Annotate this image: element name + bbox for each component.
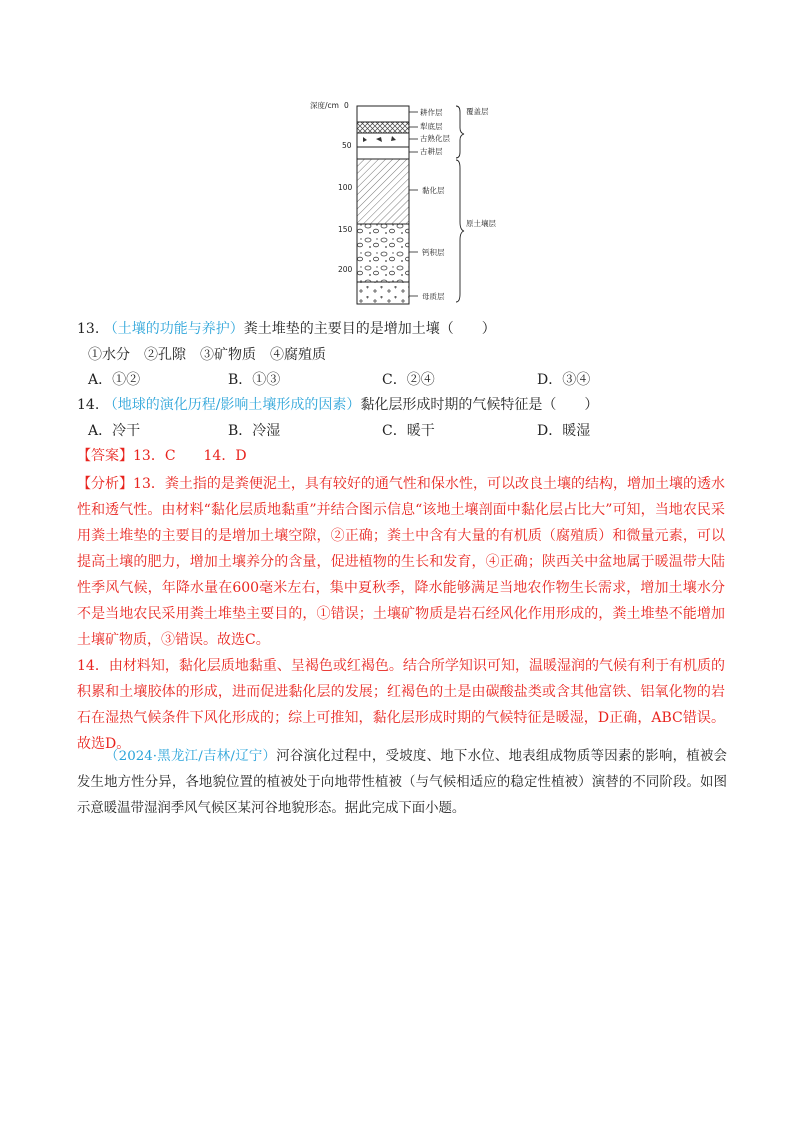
soil-column <box>357 106 409 304</box>
topic-tag: （地球的演化历程/影响土壤形成的因素） <box>103 397 361 413</box>
layer-label: 母质层 <box>422 292 445 301</box>
question-number: 13. <box>77 321 100 337</box>
option-a[interactable]: A．冷干 <box>88 423 141 439</box>
tick-50: 50 <box>342 141 352 150</box>
option-b[interactable]: B．①③ <box>228 372 281 388</box>
topic-tag: （土壤的功能与养护） <box>103 321 244 337</box>
analysis-text-14: 14．由材料知，黏化层质地黏重、呈褐色或红褐色。结合所学知识可知，温暖湿润的气候有利于有机质的积累和土壤胶体的形成，进而促进黏化层的发展；红褐色的土是由碳酸盐类或含其他富铁、铝氧化物的岩石在湿热气候条件下风化形成的；综上可推知，黏化层形成时期的气候特征是暖湿，D正确，ABC错误。故选D。 <box>77 658 725 752</box>
soil-profile-figure <box>300 96 500 310</box>
option-c[interactable]: C．暖干 <box>382 423 435 439</box>
layer-label: 犁底层 <box>420 122 443 131</box>
material-paragraph <box>77 744 727 822</box>
layer-label: 钙积层 <box>422 248 445 257</box>
layer-label: 黏化层 <box>422 186 445 195</box>
answer-text: 13．C 14．D <box>133 448 247 464</box>
option-d[interactable]: D．③④ <box>537 372 591 388</box>
soil-profile-diagram <box>300 96 500 310</box>
cover-brace <box>456 106 464 158</box>
answer-label: 【答案】 <box>77 448 133 464</box>
original-brace <box>456 160 464 302</box>
item-list: ①水分 ②孔隙 ③矿物质 ④腐殖质 <box>88 347 326 363</box>
option-a[interactable]: A．①② <box>88 372 141 388</box>
question-14 <box>77 395 598 415</box>
group-label-cover: 覆盖层 <box>466 107 489 116</box>
option-b[interactable]: B．冷湿 <box>228 423 281 439</box>
question-stem: 黏化层形成时期的气候特征是（ ） <box>360 397 599 413</box>
tick-200: 200 <box>338 265 353 274</box>
option-c[interactable]: C．②④ <box>382 372 435 388</box>
question-13 <box>77 319 496 339</box>
analysis-13 <box>77 471 725 653</box>
analysis-label: 【分析】 <box>77 476 134 492</box>
analysis-14 <box>77 653 725 757</box>
question-stem: 粪土堆垫的主要目的是增加土壤（ ） <box>243 321 496 337</box>
source-tag: （2024·黑龙江/吉林/辽宁） <box>105 749 277 764</box>
layer-label: 耕作层 <box>420 108 443 117</box>
material-text: 河谷演化过程中，受坡度、地下水位、地表组成物质等因素的影响，植被会发生地方性分异，各地貌位置的植被处于向地带性植被（与气候相适应的稳定性植被）演替的不同阶段。如图示意暖温带湿润季风气候区某河谷地貌形态。据此完成下面小题。 <box>77 749 728 816</box>
answer-block <box>77 443 725 757</box>
answer-line <box>77 443 725 469</box>
option-d[interactable]: D．暖湿 <box>537 423 591 439</box>
group-label-original: 原土壤层 <box>466 219 496 228</box>
analysis-text-13: 13．粪土指的是粪便泥土，具有较好的通气性和保水性，可以改良土壤的结构，增加土壤的透水性和透气性。由材料“黏化层质地黏重”并结合图示信息“该地土壤剖面中黏化层占比大”可知，当地农民采用粪土堆垫的主要目的是增加土壤空隙，②正确；粪土中含有大量的有机质（腐殖质）和微量元素，可以提高土壤的肥力，增加土壤养分的含量，促进植物的生长和发育，④正确；陕西关中盆地属于暖温带大陆性季风气候，年降水量在600毫米左右，集中夏秋季，降水能够满足当地农作物生长需求，增加土壤水分不是当地农民采用粪土堆垫主要目的，①错误；土壤矿物质是岩石经风化作用形成的，粪土堆垫不能增加土壤矿物质，③错误。故选C。 <box>77 476 726 648</box>
tick-100: 100 <box>338 183 353 192</box>
layer-label: 古耕层 <box>420 147 443 156</box>
layer-label: 古熟化层 <box>420 134 450 143</box>
depth-axis-label: 深度/cm <box>310 101 339 110</box>
tick-150: 150 <box>338 225 353 234</box>
tick-0: 0 <box>344 101 349 110</box>
question-number: 14. <box>77 397 100 413</box>
